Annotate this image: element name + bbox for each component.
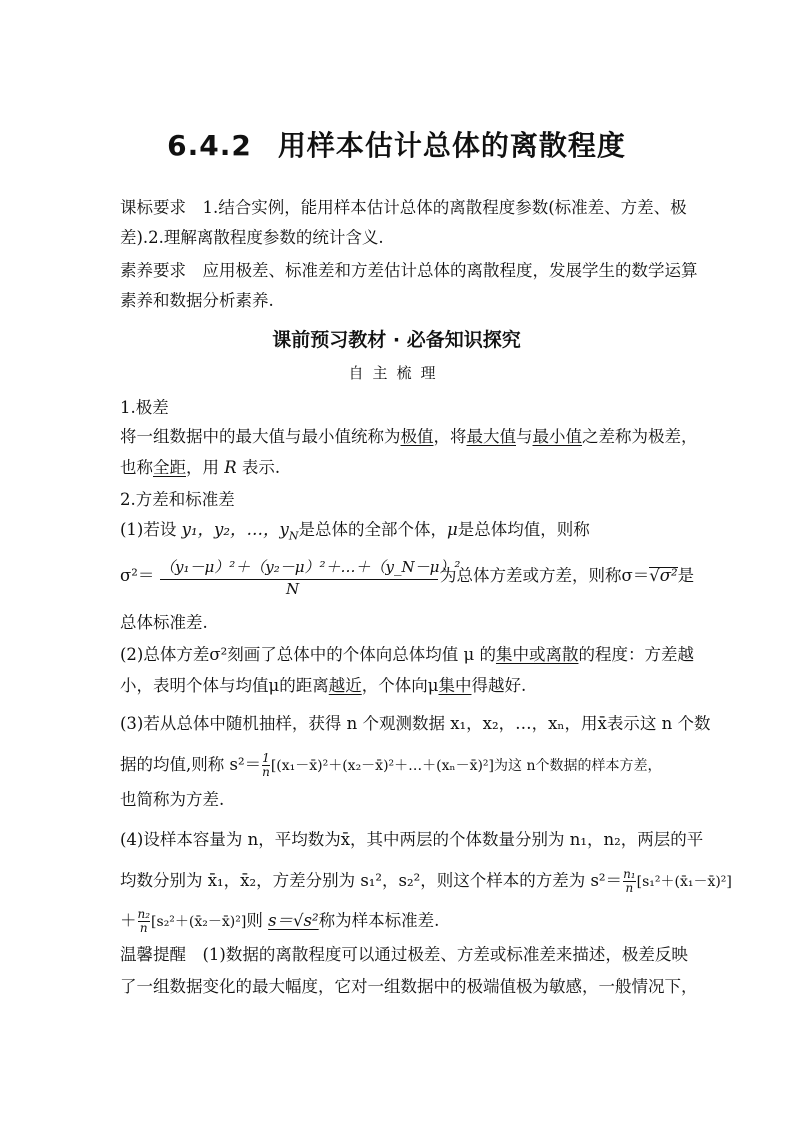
term-concentration: 集中或离散 <box>495 645 579 664</box>
term-max-value: 最大值 <box>466 427 516 446</box>
formula-lhs: σ²＝ <box>120 566 155 585</box>
literacy-requirement-line2: 素养和数据分析素养. <box>120 291 274 310</box>
stratified-line2: 均数分别为 x̄₁，x̄₂，方差分别为 s₁²，s₂²，则这个样本的方差为 s²＝ $\frac{\text{n₁}}{n}$ [s₁²＋(x̄₁－x̄)²] <box>120 867 732 895</box>
term-extreme-values: 极值 <box>400 427 434 446</box>
term-closer: 越近 <box>328 676 362 695</box>
range-definition-line1: 将一组数据中的最大值与最小值统称为极值，将最大值与最小值之差称为极差， <box>120 427 698 446</box>
item1-heading: 1.极差 <box>120 398 169 417</box>
variance-p1-line1: (1)若设 y₁，y₂，…，$y_N$是总体的全部个体，μ是总体均值，则称 <box>120 520 590 543</box>
section-heading: 课前预习教材 · 必备知识探究 <box>272 329 521 351</box>
literacy-requirement-line1: 素养要求 应用极差、标准差和方差估计总体的离散程度，发展学生的数学运算 <box>120 261 698 280</box>
title-text: 用样本估计总体的离散程度 <box>277 129 626 162</box>
item2-heading: 2.方差和标准差 <box>120 490 235 509</box>
fraction-n2-over-n: $\frac{\text{n₂}}{n}$ <box>137 907 151 935</box>
subsection-heading: 自主梳理 <box>348 364 445 382</box>
curriculum-requirement-line2: 差).2.理解离散程度参数的统计含义. <box>120 228 384 247</box>
term-concentrated: 集中 <box>438 676 472 695</box>
sample-variance-line1: (3)若从总体中随机抽样，获得 n 个观测数据 x₁，x₂，…，xₙ，用x̄表示这 n 个数 <box>120 714 711 733</box>
tip-line1: 温馨提醒 (1)数据的离散程度可以通过极差、方差或标准差来描述，极差反映 <box>120 945 688 964</box>
formula-after-text: 为总体方差或方差，则称σ＝√σ²是 <box>440 566 695 585</box>
sample-std-formula: s＝√s² <box>268 911 319 930</box>
tip-line2: 了一组数据变化的最大幅度，它对一组数据中的极端值极为敏感，一般情况下， <box>120 977 698 996</box>
sample-variance-line2: 据的均值,则称 s²＝ $\frac{1}{n}$ [(x₁－x̄)²＋(x₂－x̄)²＋…＋(xₙ－x̄)²]为这 n个数据的样本方差， <box>120 751 662 779</box>
term-min-value: 最小值 <box>532 427 582 446</box>
variance-p2-line2: 小，表明个体与均值μ的距离越近，个体向μ集中得越好. <box>120 676 527 695</box>
sqrt-sigma: √σ² <box>649 566 678 585</box>
range-definition-line2: 也称全距，用 R 表示. <box>120 458 281 477</box>
fraction-n1-over-n: $\frac{\text{n₁}}{n}$ <box>623 867 636 895</box>
page-title <box>0 124 793 164</box>
section-number: 6.4.2 <box>167 129 252 162</box>
stratified-line3: ＋ $\frac{\text{n₂}}{n}$ [s₂²＋(x̄₂－x̄)²]则 s＝√s²称为样本标准差. <box>120 907 440 935</box>
sample-variance-line3: 也简称为方差. <box>120 790 225 809</box>
stratified-line1: (4)设样本容量为 n，平均数为x̄，其中两层的个体数量分别为 n₁，n₂，两层的平 <box>120 830 704 849</box>
formula-numerator: （y₁－μ）²＋（y₂－μ）²＋…＋（y_N－μ）² <box>160 556 438 580</box>
term-full-range: 全距 <box>153 458 186 477</box>
fraction-one-over-n: $\frac{1}{n}$ <box>262 751 270 779</box>
curriculum-requirement-line1: 课标要求 1.结合实例，能用样本估计总体的离散程度参数(标准差、方差、极 <box>120 198 687 217</box>
variance-p1-end: 总体标准差. <box>120 613 208 632</box>
variance-p2-line1: (2)总体方差σ²刻画了总体中的个体向总体均值 μ 的集中或离散的程度：方差越 <box>120 645 694 664</box>
formula-denominator: N <box>286 580 300 598</box>
